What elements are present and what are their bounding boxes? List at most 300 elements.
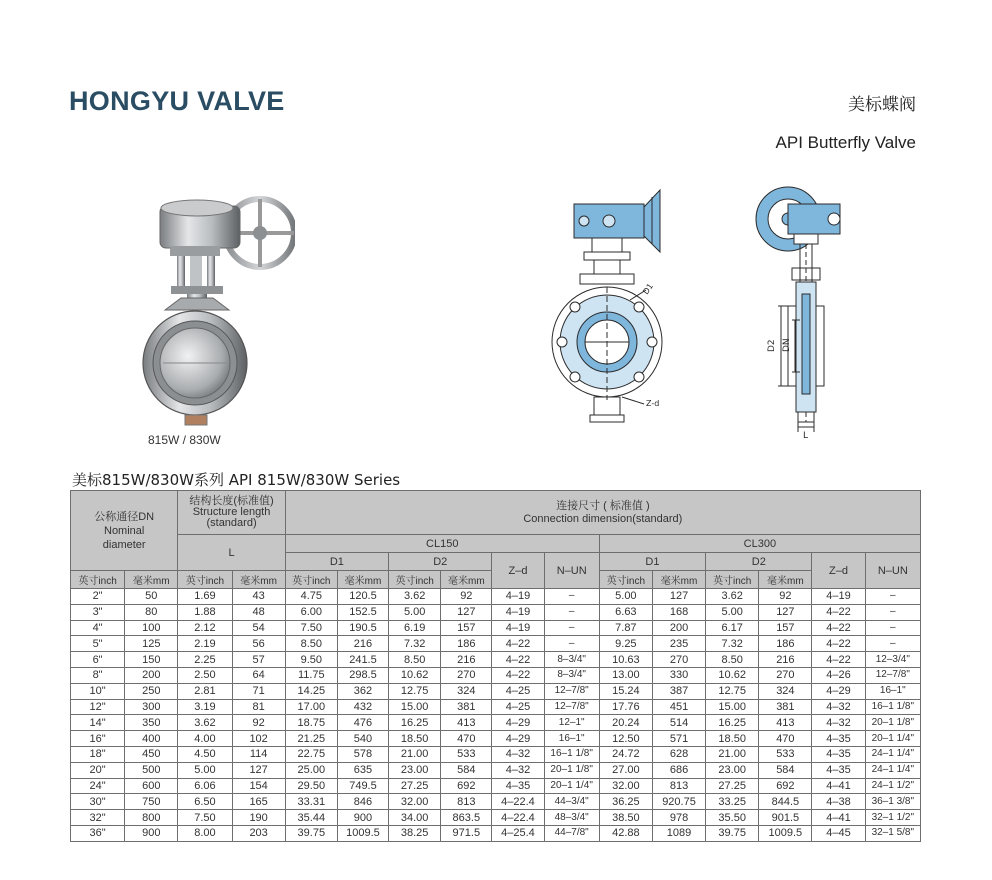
brand-title: HONGYU VALVE: [69, 86, 285, 116]
table-row: [71, 794, 921, 810]
table-row: [71, 762, 921, 778]
table-cell: 813: [652, 778, 705, 794]
table-cell: 4–22: [492, 652, 544, 668]
table-cell: 4–22: [812, 604, 865, 620]
table-cell: 1089: [652, 825, 705, 841]
table-cell: 250: [125, 683, 178, 699]
table-cell: 800: [125, 810, 178, 826]
header-cl300-nun: N–UN: [865, 553, 920, 589]
table-cell: 64: [232, 667, 285, 683]
table-cell: 30": [71, 794, 125, 810]
table-row: [71, 746, 921, 762]
table-cell: 32–1 1/2": [865, 810, 920, 826]
table-cell: 362: [337, 683, 388, 699]
table-cell: 4–22.4: [492, 810, 544, 826]
table-cell: 1009.5: [337, 825, 388, 841]
table-cell: 863.5: [441, 810, 492, 826]
table-cell: 2.81: [178, 683, 232, 699]
table-cell: –: [544, 604, 599, 620]
table-cell: 186: [441, 636, 492, 652]
table-cell: 533: [441, 746, 492, 762]
table-cell: 12–1": [544, 715, 599, 731]
table-cell: 476: [337, 715, 388, 731]
table-cell: 4": [71, 620, 125, 636]
table-cell: 20–1 1/8": [865, 715, 920, 731]
header-cl150: CL150: [285, 535, 599, 553]
table-cell: 18": [71, 746, 125, 762]
header-cl300-d1: D1: [599, 553, 705, 571]
table-cell: 32.00: [389, 794, 441, 810]
table-cell: 80: [125, 604, 178, 620]
table-cell: 400: [125, 731, 178, 747]
table-cell: 71: [232, 683, 285, 699]
unit-mm: 毫米mm: [337, 571, 388, 589]
table-cell: 470: [441, 731, 492, 747]
header-cl150-nun: N–UN: [544, 553, 599, 589]
table-cell: 920.75: [652, 794, 705, 810]
table-cell: 350: [125, 715, 178, 731]
header-structure-symbol: L: [178, 535, 285, 571]
table-row: [71, 589, 921, 605]
table-cell: 381: [759, 699, 812, 715]
table-cell: 324: [759, 683, 812, 699]
table-cell: 540: [337, 731, 388, 747]
table-cell: 12.50: [599, 731, 652, 747]
table-cell: 470: [759, 731, 812, 747]
table-cell: 114: [232, 746, 285, 762]
table-cell: –: [544, 620, 599, 636]
label-l: L: [803, 431, 809, 440]
table-row: [71, 604, 921, 620]
table-cell: 7.50: [178, 810, 232, 826]
table-cell: 27.25: [706, 778, 759, 794]
table-cell: 4–35: [812, 731, 865, 747]
table-cell: 8.50: [706, 652, 759, 668]
table-cell: 10.62: [389, 667, 441, 683]
table-cell: 7.32: [389, 636, 441, 652]
table-cell: 42.88: [599, 825, 652, 841]
table-row: [71, 699, 921, 715]
table-cell: 36": [71, 825, 125, 841]
header-cl300-zd: Z–d: [812, 553, 865, 589]
header-cl300: CL300: [599, 535, 920, 553]
table-cell: 15.24: [599, 683, 652, 699]
table-cell: 3.62: [389, 589, 441, 605]
label-zd: Z-d: [646, 399, 660, 408]
table-cell: 2": [71, 589, 125, 605]
table-cell: 3.62: [178, 715, 232, 731]
table-cell: 2.12: [178, 620, 232, 636]
table-cell: 4–35: [492, 778, 544, 794]
table-cell: 9.50: [285, 652, 337, 668]
table-cell: 4.50: [178, 746, 232, 762]
table-cell: 514: [652, 715, 705, 731]
table-cell: 36.25: [599, 794, 652, 810]
unit-inch: 英寸inch: [389, 571, 441, 589]
label-d1: D1: [641, 281, 656, 297]
table-cell: 157: [759, 620, 812, 636]
unit-mm: 毫米mm: [232, 571, 285, 589]
table-cell: 22.75: [285, 746, 337, 762]
table-cell: 8": [71, 667, 125, 683]
unit-inch: 英寸inch: [599, 571, 652, 589]
table-cell: 4–26: [812, 667, 865, 683]
table-cell: 20": [71, 762, 125, 778]
table-cell: 270: [441, 667, 492, 683]
table-cell: 24.72: [599, 746, 652, 762]
table-cell: 8.50: [389, 652, 441, 668]
valve-photo: [135, 178, 295, 428]
table-cell: –: [544, 636, 599, 652]
table-cell: 6.63: [599, 604, 652, 620]
table-cell: 6": [71, 652, 125, 668]
table-cell: 12–3/4": [865, 652, 920, 668]
table-cell: 92: [759, 589, 812, 605]
table-cell: 5.00: [178, 762, 232, 778]
table-cell: 4–19: [812, 589, 865, 605]
table-cell: 127: [441, 604, 492, 620]
table-cell: 125: [125, 636, 178, 652]
table-cell: 127: [232, 762, 285, 778]
table-row: [71, 683, 921, 699]
table-cell: 44–3/4": [544, 794, 599, 810]
table-cell: 27.25: [389, 778, 441, 794]
table-cell: 186: [759, 636, 812, 652]
table-cell: 1009.5: [759, 825, 812, 841]
table-cell: 21.00: [389, 746, 441, 762]
table-cell: 901.5: [759, 810, 812, 826]
table-cell: 3.62: [706, 589, 759, 605]
table-cell: 413: [441, 715, 492, 731]
table-cell: 6.00: [285, 604, 337, 620]
table-cell: 900: [125, 825, 178, 841]
unit-mm: 毫米mm: [125, 571, 178, 589]
table-cell: 33.31: [285, 794, 337, 810]
table-cell: 127: [652, 589, 705, 605]
table-row: [71, 715, 921, 731]
table-cell: 48–3/4": [544, 810, 599, 826]
table-cell: 6.19: [389, 620, 441, 636]
table-cell: 7.32: [706, 636, 759, 652]
table-cell: 8–3/4": [544, 667, 599, 683]
table-cell: 14.25: [285, 683, 337, 699]
page-title-en: API Butterfly Valve: [775, 133, 916, 152]
table-cell: 35.50: [706, 810, 759, 826]
table-cell: 32": [71, 810, 125, 826]
table-cell: 4–32: [492, 762, 544, 778]
table-cell: 4–22: [812, 620, 865, 636]
table-cell: 270: [759, 667, 812, 683]
table-cell: 1.69: [178, 589, 232, 605]
unit-mm: 毫米mm: [759, 571, 812, 589]
table-cell: 9.25: [599, 636, 652, 652]
table-cell: 203: [232, 825, 285, 841]
table-cell: 2.25: [178, 652, 232, 668]
table-cell: 18.50: [389, 731, 441, 747]
table-cell: 23.00: [706, 762, 759, 778]
table-cell: –: [544, 589, 599, 605]
header-cl150-zd: Z–d: [492, 553, 544, 589]
table-cell: 451: [652, 699, 705, 715]
table-cell: 971.5: [441, 825, 492, 841]
table-cell: 43: [232, 589, 285, 605]
table-cell: 18.75: [285, 715, 337, 731]
table-cell: 300: [125, 699, 178, 715]
table-cell: 48: [232, 604, 285, 620]
table-cell: 12.75: [389, 683, 441, 699]
table-cell: 387: [652, 683, 705, 699]
table-cell: 44–7/8": [544, 825, 599, 841]
table-cell: 8–3/4": [544, 652, 599, 668]
unit-mm: 毫米mm: [652, 571, 705, 589]
table-cell: 35.44: [285, 810, 337, 826]
label-dn: DN: [782, 338, 792, 352]
table-cell: 635: [337, 762, 388, 778]
photo-caption: 815W / 830W: [148, 433, 221, 447]
table-cell: 750: [125, 794, 178, 810]
table-cell: 12–7/8": [544, 683, 599, 699]
table-cell: 381: [441, 699, 492, 715]
table-cell: 16–1": [865, 683, 920, 699]
table-cell: 628: [652, 746, 705, 762]
table-cell: 216: [441, 652, 492, 668]
table-cell: 24–1 1/4": [865, 762, 920, 778]
table-cell: 56: [232, 636, 285, 652]
table-cell: 152.5: [337, 604, 388, 620]
table-cell: 4–29: [492, 731, 544, 747]
table-cell: 150: [125, 652, 178, 668]
header-connection-dimension: 连接尺寸 ( 标准值 ) Connection dimension(standard): [285, 491, 920, 535]
table-cell: 38.25: [389, 825, 441, 841]
table-cell: 4–35: [812, 746, 865, 762]
table-cell: 39.75: [285, 825, 337, 841]
table-cell: 92: [232, 715, 285, 731]
table-cell: 4–22: [492, 667, 544, 683]
table-cell: 600: [125, 778, 178, 794]
table-cell: 4–38: [812, 794, 865, 810]
unit-inch: 英寸inch: [178, 571, 232, 589]
table-cell: 324: [441, 683, 492, 699]
table-cell: 4–22: [812, 652, 865, 668]
unit-inch: 英寸inch: [706, 571, 759, 589]
table-cell: 32–1 5/8": [865, 825, 920, 841]
table-cell: 4–41: [812, 810, 865, 826]
table-cell: 8.50: [285, 636, 337, 652]
table-cell: 27.00: [599, 762, 652, 778]
table-cell: 2.50: [178, 667, 232, 683]
table-row: [71, 636, 921, 652]
table-cell: 533: [759, 746, 812, 762]
table-cell: 24–1 1/2": [865, 778, 920, 794]
table-cell: 16–1 1/8": [865, 699, 920, 715]
table-cell: 16.25: [389, 715, 441, 731]
table-cell: 165: [232, 794, 285, 810]
table-cell: 6.17: [706, 620, 759, 636]
table-cell: 36–1 3/8": [865, 794, 920, 810]
table-cell: 4–45: [812, 825, 865, 841]
table-cell: 584: [759, 762, 812, 778]
table-cell: 241.5: [337, 652, 388, 668]
table-cell: 11.75: [285, 667, 337, 683]
table-cell: 686: [652, 762, 705, 778]
table-cell: 4–41: [812, 778, 865, 794]
table-cell: 4–32: [492, 746, 544, 762]
table-cell: 844.5: [759, 794, 812, 810]
label-d2: D2: [767, 339, 777, 352]
table-cell: 4–25.4: [492, 825, 544, 841]
table-cell: 54: [232, 620, 285, 636]
table-cell: 4–22.4: [492, 794, 544, 810]
table-cell: 2.19: [178, 636, 232, 652]
valve-side-drawing: [748, 182, 868, 440]
table-cell: 13.00: [599, 667, 652, 683]
table-cell: 500: [125, 762, 178, 778]
table-cell: 10.62: [706, 667, 759, 683]
table-cell: 3": [71, 604, 125, 620]
table-cell: 154: [232, 778, 285, 794]
unit-mm: 毫米mm: [441, 571, 492, 589]
table-cell: 157: [441, 620, 492, 636]
table-cell: 21.00: [706, 746, 759, 762]
table-cell: 7.87: [599, 620, 652, 636]
table-cell: 23.00: [389, 762, 441, 778]
table-row: [71, 620, 921, 636]
table-cell: 330: [652, 667, 705, 683]
table-cell: 20–1 1/4": [865, 731, 920, 747]
table-cell: 578: [337, 746, 388, 762]
table-cell: 20.24: [599, 715, 652, 731]
table-cell: 17.00: [285, 699, 337, 715]
table-cell: 4–19: [492, 589, 544, 605]
table-cell: 10": [71, 683, 125, 699]
header-cl150-d1: D1: [285, 553, 388, 571]
table-cell: 29.50: [285, 778, 337, 794]
table-row: [71, 652, 921, 668]
table-cell: 100: [125, 620, 178, 636]
unit-inch: 英寸inch: [71, 571, 125, 589]
table-cell: 7.50: [285, 620, 337, 636]
table-cell: 216: [337, 636, 388, 652]
table-cell: 749.5: [337, 778, 388, 794]
table-cell: 4–22: [812, 636, 865, 652]
table-cell: 50: [125, 589, 178, 605]
table-cell: 216: [759, 652, 812, 668]
table-cell: 900: [337, 810, 388, 826]
table-cell: 4–22: [492, 636, 544, 652]
table-cell: 190: [232, 810, 285, 826]
table-cell: 57: [232, 652, 285, 668]
table-row: [71, 778, 921, 794]
table-cell: 5.00: [706, 604, 759, 620]
table-cell: 413: [759, 715, 812, 731]
table-cell: 200: [125, 667, 178, 683]
table-cell: 235: [652, 636, 705, 652]
table-row: [71, 667, 921, 683]
table-cell: 33.25: [706, 794, 759, 810]
table-cell: 5.00: [389, 604, 441, 620]
table-row: [71, 810, 921, 826]
table-cell: 15.00: [389, 699, 441, 715]
table-cell: 190.5: [337, 620, 388, 636]
table-cell: 24": [71, 778, 125, 794]
table-cell: 4–32: [812, 699, 865, 715]
table-cell: 200: [652, 620, 705, 636]
table-cell: 4–19: [492, 620, 544, 636]
table-cell: 92: [441, 589, 492, 605]
table-cell: 270: [652, 652, 705, 668]
table-cell: 692: [441, 778, 492, 794]
table-cell: 39.75: [706, 825, 759, 841]
table-cell: 15.00: [706, 699, 759, 715]
table-cell: 12–7/8": [544, 699, 599, 715]
table-cell: 18.50: [706, 731, 759, 747]
table-cell: 6.50: [178, 794, 232, 810]
table-cell: 4.00: [178, 731, 232, 747]
table-cell: –: [865, 636, 920, 652]
table-cell: 692: [759, 778, 812, 794]
table-row: [71, 825, 921, 841]
table-cell: 846: [337, 794, 388, 810]
table-cell: 16.25: [706, 715, 759, 731]
table-cell: 25.00: [285, 762, 337, 778]
table-cell: 4–29: [812, 683, 865, 699]
table-cell: 24–1 1/4": [865, 746, 920, 762]
page-title-cn: 美标蝶阀: [848, 95, 916, 115]
header-cl150-d2: D2: [389, 553, 492, 571]
table-cell: 432: [337, 699, 388, 715]
spec-table: [70, 490, 921, 842]
table-cell: 4–32: [812, 715, 865, 731]
table-row: [71, 731, 921, 747]
table-cell: 102: [232, 731, 285, 747]
table-cell: 127: [759, 604, 812, 620]
header-structure-length: 结构长度(标准值) Structure length (standard): [178, 491, 285, 535]
table-cell: 20–1 1/4": [544, 778, 599, 794]
table-cell: 6.06: [178, 778, 232, 794]
table-cell: 12": [71, 699, 125, 715]
table-cell: 14": [71, 715, 125, 731]
table-cell: 16": [71, 731, 125, 747]
table-cell: 32.00: [599, 778, 652, 794]
table-cell: 120.5: [337, 589, 388, 605]
table-cell: 4–25: [492, 683, 544, 699]
table-cell: 298.5: [337, 667, 388, 683]
table-cell: 571: [652, 731, 705, 747]
table-cell: 5.00: [599, 589, 652, 605]
valve-front-drawing: [548, 182, 678, 432]
unit-inch: 英寸inch: [285, 571, 337, 589]
table-cell: 4.75: [285, 589, 337, 605]
table-cell: 12–7/8": [865, 667, 920, 683]
table-cell: 10.63: [599, 652, 652, 668]
header-cl300-d2: D2: [706, 553, 812, 571]
table-cell: 4–19: [492, 604, 544, 620]
table-cell: 5": [71, 636, 125, 652]
header-nominal-diameter: 公称通径DN Nominal diameter: [71, 491, 178, 571]
table-cell: 1.88: [178, 604, 232, 620]
table-cell: –: [865, 589, 920, 605]
table-cell: 20–1 1/8": [544, 762, 599, 778]
table-cell: 16–1 1/8": [544, 746, 599, 762]
table-cell: 38.50: [599, 810, 652, 826]
table-cell: 8.00: [178, 825, 232, 841]
table-cell: 978: [652, 810, 705, 826]
table-cell: 17.76: [599, 699, 652, 715]
table-cell: 4–29: [492, 715, 544, 731]
table-cell: 21.25: [285, 731, 337, 747]
table-cell: 16–1": [544, 731, 599, 747]
table-cell: –: [865, 604, 920, 620]
